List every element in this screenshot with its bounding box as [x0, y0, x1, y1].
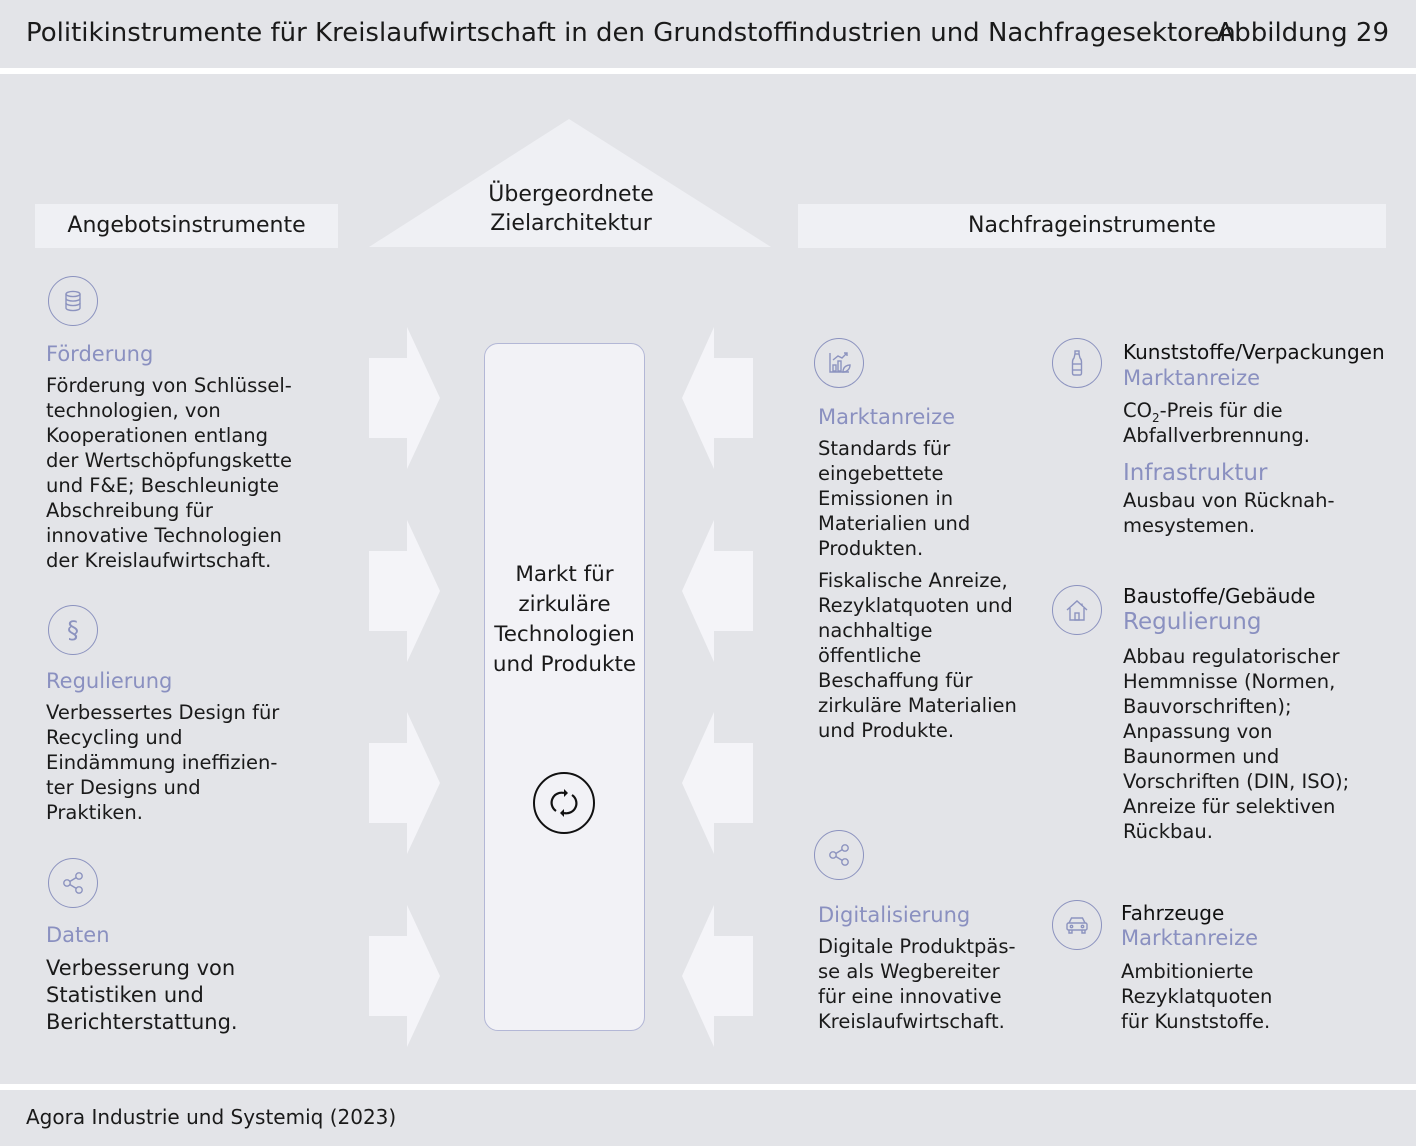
central-label-line3: Technologien — [494, 622, 635, 647]
supply-foerderung-title: Förderung — [46, 342, 154, 366]
central-label-line2: zirkuläre — [518, 592, 611, 617]
bottle-icon — [1052, 338, 1102, 388]
demand-digitalisierung-text: Digitale Produktpäs- se als Wegbereiter für eine innovative Kreislaufwirtschaft. — [818, 935, 1016, 1033]
demand-digitalisierung-title: Digitalisierung — [818, 903, 971, 927]
sector-fahrzeuge: Fahrzeuge — [1121, 901, 1225, 925]
arrow-left-1 — [682, 327, 753, 469]
roof-label-line2: Zielarchitektur — [490, 211, 652, 236]
central-market-label — [484, 560, 645, 680]
co2-rest: -Preis für die — [1159, 399, 1283, 422]
paragraph-icon: § — [48, 605, 98, 655]
growth-chart-leaf-icon — [814, 338, 864, 388]
central-label-line4: und Produkte — [492, 652, 637, 677]
co2-prefix: CO — [1123, 399, 1152, 422]
sector-kunststoffe-text1b: Abfallverbrennung. — [1123, 424, 1310, 447]
co2-subscript: 2 — [1151, 410, 1160, 425]
supply-regulierung-text: Verbessertes Design für Recycling und Eindämmung ineffizien- ter Designs und Praktiken. — [46, 701, 280, 824]
sector-fahrzeuge-title: Marktanreize — [1121, 926, 1259, 950]
supply-regulierung-title: Regulierung — [46, 669, 173, 693]
sector-kunststoffe: Kunststoffe/Verpackungen — [1123, 340, 1385, 364]
right-arrows — [682, 327, 753, 1047]
demand-marktanreize-text1: Standards für eingebettete Emissionen in Materialien und Produkten. — [818, 437, 971, 560]
car-icon — [1052, 900, 1102, 950]
source-note: Agora Industrie und Systemiq (2023) — [26, 1105, 397, 1129]
demand-marktanreize-text2: Fiskalische Anreize, Rezyklatquoten und nachhaltige öffentliche Beschaffung für zirkuläre Materialien und Produkte. — [818, 569, 1017, 742]
share-network-icon — [814, 830, 864, 880]
supply-foerderung-text: Förderung von Schlüssel- technologien, von Kooperationen entlang der Wertschöpfungskette und F&E; Beschleunigte Abschreibung für innovative Technologien der Kreislaufwirtschaft. — [46, 374, 292, 572]
arrow-right-3 — [369, 712, 440, 854]
central-label-line1: Markt für — [515, 562, 614, 587]
figure-title: Politikinstrumente für Kreislaufwirtschaft in den Grundstoffindustrien und Nachfragesektoren — [26, 18, 1236, 48]
arrow-left-2 — [682, 520, 753, 662]
sector-kunststoffe-title2: Infrastruktur — [1123, 460, 1268, 486]
supply-daten-title: Daten — [46, 923, 110, 947]
figure-number: Abbildung 29 — [1216, 18, 1389, 48]
arrow-right-4 — [369, 905, 440, 1047]
sector-fahrzeuge-text: Ambitionierte Rezyklatquoten für Kunststoffe. — [1121, 960, 1273, 1033]
arrow-right-2 — [369, 520, 440, 662]
left-arrows — [369, 327, 440, 1047]
roof-label-line1: Übergeordnete — [488, 182, 654, 207]
supply-daten-text: Verbesserung von Statistiken und Berichterstattung. — [46, 956, 238, 1034]
coin-stack-icon — [48, 276, 98, 326]
sector-baustoffe: Baustoffe/Gebäude — [1123, 584, 1316, 608]
supply-heading: Angebotsinstrumente — [35, 204, 338, 248]
share-network-icon — [48, 858, 98, 908]
cycle-arrows-icon — [533, 772, 595, 834]
central-market-box — [484, 343, 645, 1031]
demand-heading: Nachfrageinstrumente — [798, 204, 1386, 248]
sector-kunststoffe-text2: Ausbau von Rücknah- mesystemen. — [1123, 489, 1335, 537]
sector-kunststoffe-title1: Marktanreize — [1123, 366, 1261, 390]
sector-baustoffe-title: Regulierung — [1123, 609, 1262, 635]
demand-marktanreize-title: Marktanreize — [818, 405, 956, 429]
arrow-left-3 — [682, 712, 753, 854]
arrow-left-4 — [682, 905, 753, 1047]
house-icon — [1052, 585, 1102, 635]
arrow-right-1 — [369, 327, 440, 469]
roof-label — [440, 180, 702, 238]
sector-baustoffe-text: Abbau regulatorischer Hemmnisse (Normen, Bauvorschriften); Anpassung von Baunormen und Vorschriften (DIN, ISO); Anreize für selektiven Rückbau. — [1123, 645, 1350, 843]
